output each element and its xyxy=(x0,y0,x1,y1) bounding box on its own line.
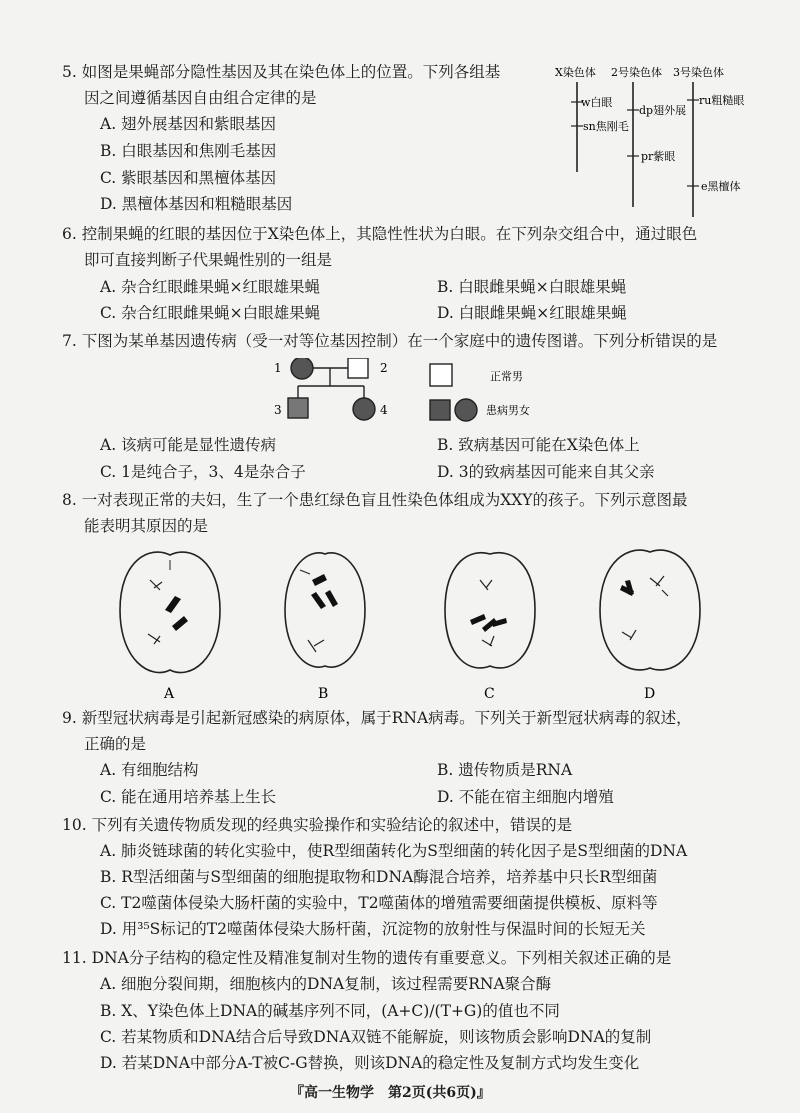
q6-option-d: D. 白眼雌果蝇×红眼雄果蝇 xyxy=(437,304,627,322)
legend-affected-female-symbol xyxy=(455,399,477,421)
cell-division-diagrams xyxy=(110,540,710,700)
pedigree-number-2: 2 xyxy=(380,361,388,375)
q11-option-b: B. X、Y染色体上DNA的碱基序列不同，(A+C)/(T+G)的值也不同 xyxy=(100,1002,560,1020)
q11-option-c: C. 若某物质和DNA结合后导致DNA双链不能解旋，则该物质会影响DNA的复制 xyxy=(100,1028,652,1046)
q5-option-c: C. 紫眼基因和黑檀体基因 xyxy=(100,169,277,187)
cell-label-d: D xyxy=(644,686,656,700)
q10-option-b: B. R型活细菌与S型细菌的细胞提取物和DNA酶混合培养，培养基中只长R型细菌 xyxy=(100,868,658,886)
q11-stem: 11. DNA分子结构的稳定性及精准复制对生物的遗传有重要意义。下列相关叙述正确的是 xyxy=(62,949,672,967)
q10-option-a: A. 肺炎链球菌的转化实验中，使R型细菌转化为S型细菌的转化因子是S型细菌的DNA xyxy=(100,842,688,860)
q9-option-b: B. 遗传物质是RNA xyxy=(437,761,573,779)
legend-affected-label: 患病男女 xyxy=(486,404,530,417)
cell-label-a: A xyxy=(164,686,175,700)
q7-option-a: A. 该病可能是显性遗传病 xyxy=(100,436,277,454)
q11-option-a: A. 细胞分裂间期，细胞核内的DNA复制，该过程需要RNA聚合酶 xyxy=(100,975,552,993)
chromosome-2-label: 2号染色体 xyxy=(611,66,662,79)
gene-pr-label: pr紫眼 xyxy=(641,150,676,163)
q5-option-a: A. 翅外展基因和紫眼基因 xyxy=(100,115,277,133)
affected-male-3 xyxy=(288,398,308,418)
x-chromosome-label: X染色体 xyxy=(555,66,596,79)
affected-female-4 xyxy=(353,398,375,420)
q10-stem: 10. 下列有关遗传物质发现的经典实验操作和实验结论的叙述中，错误的是 xyxy=(62,816,573,834)
q9-option-c: C. 能在通用培养基上生长 xyxy=(100,788,277,806)
q10-option-c: C. T2噬菌体侵染大肠杆菌的实验中，T2噬菌体的增殖需要细菌提供模板、原料等 xyxy=(100,894,658,912)
q5-stem-line1: 5. 如图是果蝇部分隐性基因及其在染色体上的位置。下列各组基 xyxy=(62,63,501,81)
q9-option-d: D. 不能在宿主细胞内增殖 xyxy=(437,788,614,806)
page-footer: 『高一生物学 第2页(共6页)』 xyxy=(290,1085,491,1101)
q6-option-c: C. 杂合红眼雌果蝇×白眼雄果蝇 xyxy=(100,304,321,322)
q9-stem-line1: 9. 新型冠状病毒是引起新冠感染的病原体，属于RNA病毒。下列关于新型冠状病毒的叙述， xyxy=(62,709,692,727)
q5-stem-line2: 因之间遵循基因自由组合定律的是 xyxy=(84,89,317,107)
q6-stem-line2: 即可直接判断子代果蝇性别的一组是 xyxy=(84,251,333,269)
pedigree-number-3: 3 xyxy=(274,403,282,417)
q10-option-d: D. 用³⁵S标记的T2噬菌体侵染大肠杆菌，沉淀物的放射性与保温时间的长短无关 xyxy=(100,920,646,938)
affected-female-1 xyxy=(291,358,313,379)
q9-stem-line2: 正确的是 xyxy=(84,735,147,753)
legend-normal-male-label: 正常男 xyxy=(490,370,523,383)
q7-option-c: C. 1是纯合子，3、4是杂合子 xyxy=(100,463,306,481)
cell-diagram-b xyxy=(285,553,365,667)
q8-stem-line1: 8. 一对表现正常的夫妇，生了一个患红绿色盲且性染色体组成为XXY的孩子。下列示意图最 xyxy=(62,491,688,509)
chromosome-gene-map xyxy=(555,62,755,222)
q5-option-b: B. 白眼基因和焦刚毛基因 xyxy=(100,142,277,160)
normal-male-2 xyxy=(348,358,368,378)
legend-normal-male-symbol xyxy=(430,364,452,386)
legend-affected-male-symbol xyxy=(430,400,450,420)
cell-diagram-a xyxy=(120,552,220,672)
cell-diagram-d xyxy=(600,550,700,670)
pedigree-number-4: 4 xyxy=(380,403,388,417)
q6-option-b: B. 白眼雌果蝇×白眼雄果蝇 xyxy=(437,278,627,296)
q8-stem-line2: 能表明其原因的是 xyxy=(84,517,209,535)
q7-option-b: B. 致病基因可能在X染色体上 xyxy=(437,436,640,454)
q6-stem-line1: 6. 控制果蝇的红眼的基因位于X染色体上，其隐性性状为白眼。在下列杂交组合中，通过眼色 xyxy=(62,225,698,243)
q5-option-d: D. 黑檀体基因和粗糙眼基因 xyxy=(100,195,293,213)
q11-option-d: D. 若某DNA中部分A-T被C-G替换，则该DNA的稳定性及复制方式均发生变化 xyxy=(100,1054,640,1072)
cell-label-c: C xyxy=(484,686,495,700)
q6-option-a: A. 杂合红眼雌果蝇×红眼雄果蝇 xyxy=(100,278,321,296)
q7-stem: 7. 下图为某单基因遗传病（受一对等位基因控制）在一个家庭中的遗传图谱。下列分析错误的是 xyxy=(62,332,718,350)
cell-label-b: B xyxy=(318,686,329,700)
q9-option-a: A. 有细胞结构 xyxy=(100,761,199,779)
gene-ru-label: ru粗糙眼 xyxy=(699,94,745,107)
gene-dp-label: dp翅外展 xyxy=(639,104,687,117)
gene-e-label: e黑檀体 xyxy=(701,180,741,193)
gene-sn-label: sn焦刚毛 xyxy=(583,120,629,133)
gene-w-label: w白眼 xyxy=(581,96,613,109)
chromosome-3-label: 3号染色体 xyxy=(673,66,724,79)
q7-option-d: D. 3的致病基因可能来自其父亲 xyxy=(437,463,655,481)
cell-diagram-c xyxy=(445,553,535,668)
pedigree-number-1: 1 xyxy=(274,361,282,375)
pedigree-chart xyxy=(268,358,588,428)
